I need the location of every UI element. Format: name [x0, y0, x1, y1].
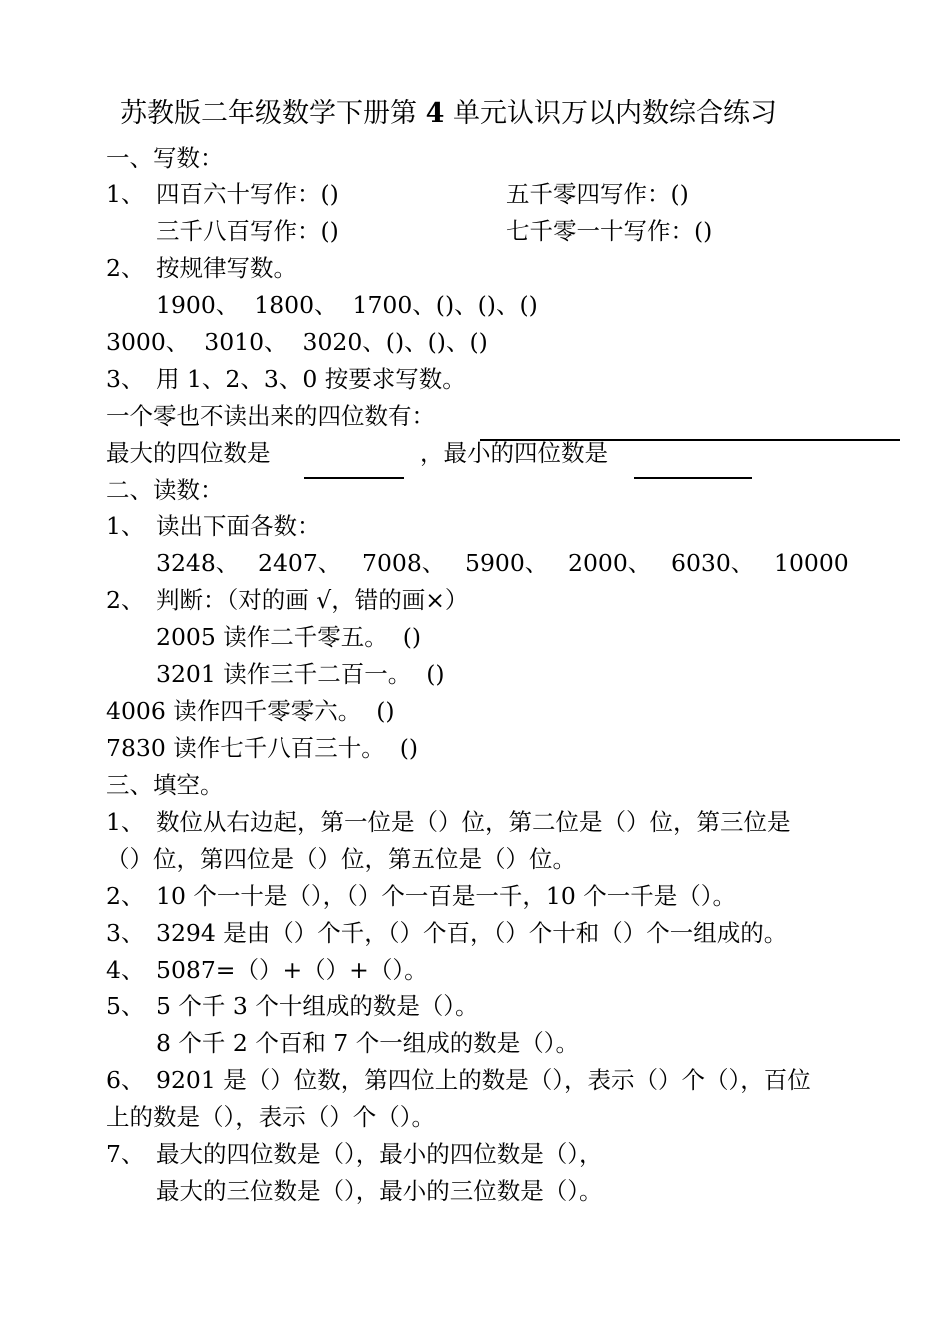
s3-q3-number: 3、 — [106, 919, 145, 947]
s3-q3-text: 3294 是由（）个千，（）个百，（）个十和（）个一组成的。 — [156, 919, 788, 947]
section3-heading: 三、填空。 — [106, 771, 224, 799]
section2-heading: 二、读数： — [106, 476, 224, 504]
page-title: 苏教版二年级数学下册第 4 单元认识万以内数综合练习 — [120, 98, 777, 129]
s2-q1-text: 读出下面各数： — [156, 512, 321, 540]
answer-underline — [304, 477, 404, 479]
s3-q4-number: 4、 — [106, 956, 145, 984]
s2-judge-item: 7830 读作七千八百三十。 () — [106, 734, 419, 762]
s3-q5-number: 5、 — [106, 992, 145, 1020]
s3-q7-line1: 最大的四位数是（），最小的四位数是（）， — [156, 1140, 603, 1168]
s3-q5-line2: 8 个千 2 个百和 7 个一组成的数是（）。 — [156, 1029, 579, 1057]
section1-heading: 一、写数： — [106, 144, 224, 172]
s2-q2-text: 判断：（对的画 √，错的画×） — [156, 586, 469, 614]
s1-q2-sequence-2: 3000、 3010、 3020、()、()、() — [106, 328, 488, 356]
s3-q7-number: 7、 — [106, 1140, 145, 1168]
s2-judge-item: 2005 读作二千零五。 () — [156, 623, 422, 651]
s1-q1-item-b: 五千零四写作：() — [506, 180, 689, 208]
s3-q1-number: 1、 — [106, 808, 145, 836]
s1-q3-text: 用 1、2、3、0 按要求写数。 — [156, 365, 466, 393]
s1-q3-number: 3、 — [106, 365, 145, 393]
s2-number-item: 7008、 — [362, 549, 446, 577]
s1-q2-sequence-1: 1900、 1800、 1700、()、()、() — [156, 291, 538, 319]
s3-q5-line1: 5 个千 3 个十组成的数是（）。 — [156, 992, 479, 1020]
s1-q1-number: 1、 — [106, 180, 145, 208]
s1-q1-item-a: 四百六十写作：() — [156, 180, 339, 208]
s2-number-item: 2000、 — [568, 549, 652, 577]
s1-q1-item-c: 三千八百写作：() — [156, 217, 339, 245]
s2-judge-item: 3201 读作三千二百一。 () — [156, 660, 445, 688]
s3-q6-line1: 9201 是（）位数，第四位上的数是（），表示（）个（），百位 — [156, 1066, 811, 1094]
s2-q1-number: 1、 — [106, 512, 145, 540]
s2-number-item: 6030、 — [671, 549, 755, 577]
s2-number-item: 3248、 — [156, 549, 240, 577]
s3-q1-line2: （）位，第四位是（）位，第五位是（）位。 — [106, 845, 576, 873]
s1-q2-text: 按规律写数。 — [156, 254, 297, 282]
s3-q6-number: 6、 — [106, 1066, 145, 1094]
s1-q1-item-d: 七千零一十写作：() — [506, 217, 713, 245]
s2-number-item: 2407、 — [258, 549, 342, 577]
s1-q3-max-label: 最大的四位数是 — [106, 439, 271, 467]
s2-number-item: 5900、 — [465, 549, 549, 577]
s3-q4-text: 5087=（）+（）+（）。 — [156, 956, 428, 984]
s2-number-item: 10000 — [774, 549, 849, 577]
answer-underline — [634, 477, 752, 479]
s3-q2-number: 2、 — [106, 882, 145, 910]
s2-judge-item: 4006 读作四千零零六。 () — [106, 697, 395, 725]
s2-q2-number: 2、 — [106, 586, 145, 614]
s3-q1-line1: 数位从右边起，第一位是（）位，第二位是（）位，第三位是 — [156, 808, 791, 836]
s3-q2-text: 10 个一十是（），（）个一百是一千，10 个一千是（）。 — [156, 882, 736, 910]
s3-q6-line2: 上的数是（），表示（）个（）。 — [106, 1103, 435, 1131]
s1-q3-min-label: ，最小的四位数是 — [420, 439, 608, 467]
s1-q2-number: 2、 — [106, 254, 145, 282]
s3-q7-line2: 最大的三位数是（），最小的三位数是（）。 — [156, 1177, 603, 1205]
s1-q3-line1: 一个零也不读出来的四位数有： — [106, 402, 435, 430]
